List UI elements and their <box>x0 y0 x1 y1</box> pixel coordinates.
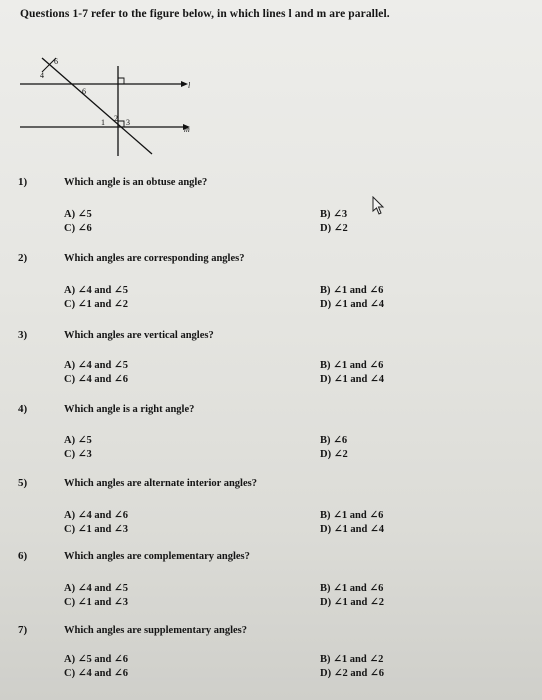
option-c[interactable]: C) ∠1 and ∠3 <box>64 524 128 535</box>
question-number: 2) <box>18 252 28 264</box>
question-number: 6) <box>18 550 28 562</box>
angle-label-4: 4 <box>40 71 44 80</box>
question-text: Which angles are alternate interior angles? <box>64 478 257 489</box>
option-a[interactable]: A) ∠4 and ∠5 <box>64 360 128 371</box>
option-d[interactable]: D) ∠2 and ∠6 <box>320 668 384 679</box>
question-text: Which angle is a right angle? <box>64 404 195 415</box>
question-text: Which angles are complementary angles? <box>64 551 250 562</box>
option-d[interactable]: D) ∠1 and ∠2 <box>320 597 384 608</box>
parallel-lines-figure <box>12 48 202 166</box>
option-c[interactable]: C) ∠4 and ∠6 <box>64 668 128 679</box>
right-angle-mark-l <box>118 78 124 84</box>
option-c[interactable]: C) ∠6 <box>64 223 92 234</box>
option-b[interactable]: B) ∠1 and ∠6 <box>320 285 384 296</box>
option-d[interactable]: D) ∠1 and ∠4 <box>320 374 384 385</box>
angle-label-5: 6 <box>54 57 58 66</box>
angle-label-2: 2 <box>114 114 118 123</box>
question-text: Which angle is an obtuse angle? <box>64 177 208 188</box>
figure-svg <box>12 48 202 166</box>
option-d[interactable]: D) ∠2 <box>320 223 348 234</box>
option-a[interactable]: A) ∠4 and ∠6 <box>64 510 128 521</box>
option-b[interactable]: B) ∠1 and ∠6 <box>320 510 384 521</box>
option-c[interactable]: C) ∠4 and ∠6 <box>64 374 128 385</box>
question-number: 1) <box>18 176 28 188</box>
question-number: 3) <box>18 329 28 341</box>
option-c[interactable]: C) ∠1 and ∠3 <box>64 597 128 608</box>
line-l-arrow <box>181 81 188 87</box>
question-text: Which angles are corresponding angles? <box>64 253 245 264</box>
option-d[interactable]: D) ∠1 and ∠4 <box>320 524 384 535</box>
option-b[interactable]: B) ∠3 <box>320 209 348 220</box>
option-b[interactable]: B) ∠1 and ∠2 <box>320 654 384 665</box>
question-number: 7) <box>18 624 28 636</box>
line-label-m: m <box>184 125 190 134</box>
option-d[interactable]: D) ∠1 and ∠4 <box>320 299 384 310</box>
option-a[interactable]: A) ∠5 and ∠6 <box>64 654 128 665</box>
angle-label-6: 6 <box>82 87 86 96</box>
option-a[interactable]: A) ∠4 and ∠5 <box>64 285 128 296</box>
angle-label-3: 3 <box>126 118 130 127</box>
option-a[interactable]: A) ∠5 <box>64 435 92 446</box>
option-b[interactable]: B) ∠1 and ∠6 <box>320 583 384 594</box>
mouse-pointer-icon <box>370 196 386 216</box>
option-c[interactable]: C) ∠3 <box>64 449 92 460</box>
question-text: Which angles are vertical angles? <box>64 330 214 341</box>
option-d[interactable]: D) ∠2 <box>320 449 348 460</box>
angle-label-1: 1 <box>101 118 105 127</box>
option-c[interactable]: C) ∠1 and ∠2 <box>64 299 128 310</box>
diagonal-transversal <box>42 58 152 154</box>
option-a[interactable]: A) ∠5 <box>64 209 92 220</box>
option-a[interactable]: A) ∠4 and ∠5 <box>64 583 128 594</box>
question-text: Which angles are supplementary angles? <box>64 625 247 636</box>
option-b[interactable]: B) ∠6 <box>320 435 348 446</box>
question-number: 4) <box>18 403 28 415</box>
option-b[interactable]: B) ∠1 and ∠6 <box>320 360 384 371</box>
page-header: Questions 1-7 refer to the figure below, in which lines l and m are parallel. <box>20 8 390 20</box>
question-number: 5) <box>18 477 28 489</box>
line-label-l: l <box>188 81 191 90</box>
